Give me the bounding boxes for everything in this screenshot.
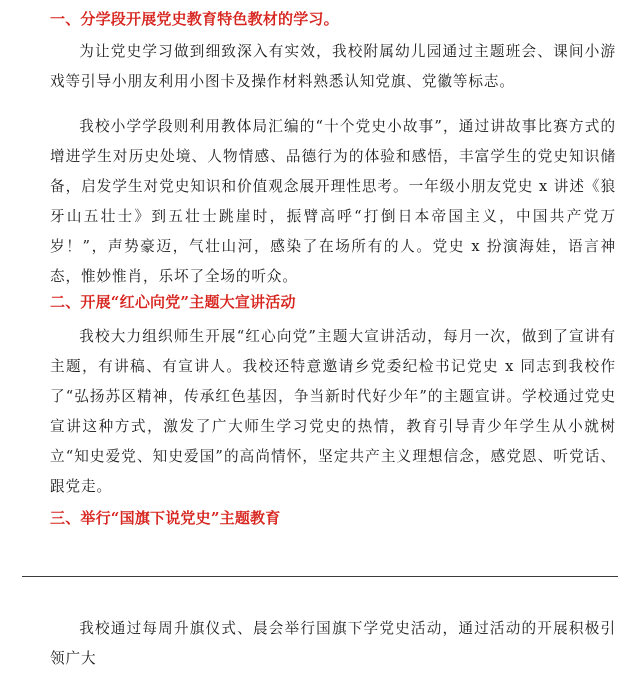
section-heading-2: 二、开展“红心向党”主题大宣讲活动 — [50, 293, 296, 311]
section-heading-3: 三、举行“国旗下说党史”主题教育 — [50, 509, 281, 527]
paragraph-primary-school: 我校小学学段则利用教体局汇编的“十个党史小故事”，通过讲故事比赛方式的增进学生对历史处境、人物情感、品德行为的体验和感悟，丰富学生的党史知识储备，启发学生对党史知识和价值观念展开理性思考。一年级小朋友党史 x 讲述《狼牙山五壮士》到五壮士跳崖时，振臂高呼“打倒日本帝国主义，中国共产党万岁！”，声势豪迈，气壮山河，感染了在场所有的人。党史 x 扮演海娃，语言神态，惟妙惟肖，乐坏了全场的听众。 — [50, 118, 616, 285]
page-divider — [22, 576, 618, 577]
section-heading-1: 一、分学段开展党史教育特色教材的学习。 — [50, 10, 339, 28]
paragraph-flag-ceremony: 我校通过每周升旗仪式、晨会举行国旗下学党史活动，通过活动的开展积极引领广大 — [50, 620, 616, 667]
paragraph-kindergarten: 为让党史学习做到细致深入有实效，我校附属幼儿园通过主题班会、课间小游戏等引导小朋友利用小图卡及操作材料熟悉认知党旗、党徽等标志。 — [50, 43, 616, 90]
paragraph-lecture-activity: 我校大力组织师生开展“红心向党”主题大宣讲活动，每月一次，做到了宣讲有主题，有讲稿、有宣讲人。我校还特意邀请乡党委纪检书记党史 x 同志到我校作了“弘扬苏区精神，传承红色基因，争当新时代好少年”的主题宣讲。学校通过党史宣讲这种方式，激发了广大师生学习党史的热情，教育引导青少年学生从小就树立“知史爱党、知史爱国”的高尚情怀，坚定共产主义理想信念，感党恩、听党话、跟党走。 — [50, 328, 616, 495]
